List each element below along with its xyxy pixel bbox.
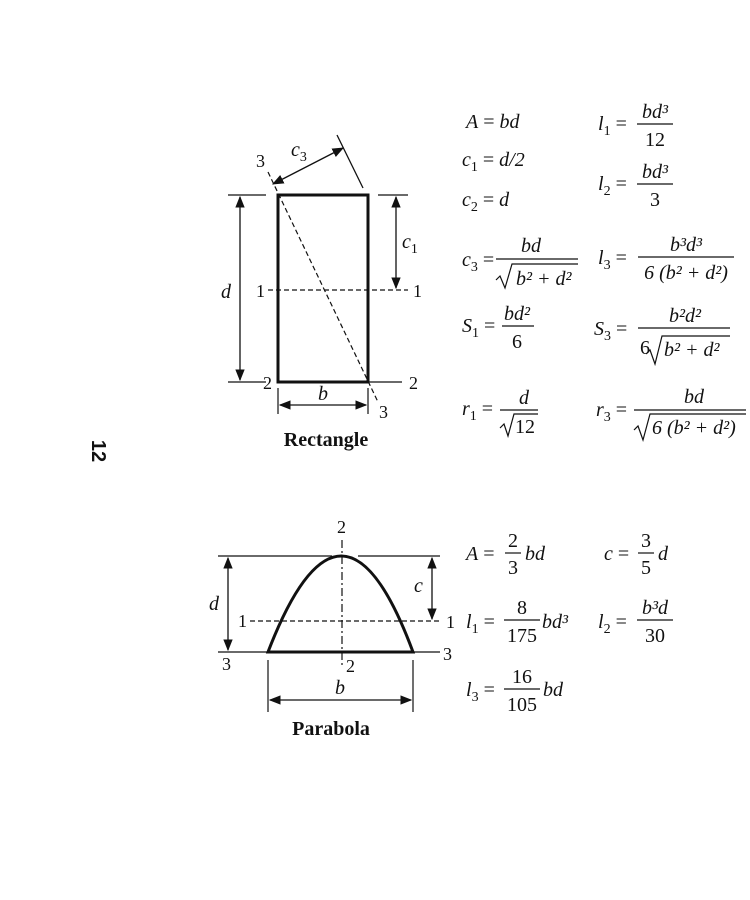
label-d: d (221, 281, 231, 303)
formula-c2: $c_2 = d$ (462, 189, 510, 215)
formula-parabola-c-denominator: 5 (641, 557, 651, 579)
formula-I1-numerator: bd³ (642, 101, 668, 123)
parabola-shape (268, 556, 413, 652)
formula-parabola-I3-tail: bd (543, 679, 563, 701)
formula-parabola-I3-lhs: $l_3$ = (466, 679, 495, 705)
formula-parabola-I1-denominator: 175 (507, 625, 537, 647)
formula-r3-numerator: bd (684, 386, 704, 408)
formula-r3-lhs: $r_3$ = (596, 399, 628, 425)
formula-parabola-I3-denominator: 105 (507, 694, 537, 716)
label-axis3-left: 3 (222, 654, 231, 674)
c3-dimension-arrow (273, 148, 343, 184)
formula-parabola-area-lhs: A = (466, 543, 495, 565)
formula-parabola-c-lhs: c = (604, 543, 630, 565)
formula-S3-denominator: b² + d² (664, 339, 720, 361)
label-axis2-bottom: 2 (346, 656, 355, 676)
label-axis2-top: 2 (337, 517, 346, 537)
formula-parabola-area-denominator: 3 (508, 557, 518, 579)
formula-c3-lhs: $c_3$ = (462, 249, 495, 275)
formula-r1-numerator: d (519, 387, 529, 409)
formula-parabola-I1-lhs: $l_1$ = (466, 611, 495, 637)
formula-parabola-I2-numerator: b³d (642, 597, 668, 619)
formula-parabola-area-numerator: 2 (508, 530, 518, 552)
label-b: b (318, 383, 328, 405)
label-axis2-right: 2 (409, 373, 418, 393)
c3-reference-line (337, 135, 363, 188)
formula-c3-denominator: b² + d² (516, 268, 572, 290)
label-axis2-left: 2 (263, 373, 272, 393)
label-axis1-left: 1 (238, 611, 247, 631)
formula-I2-numerator: bd³ (642, 161, 668, 183)
formula-I1-denominator: 12 (645, 129, 665, 151)
formula-parabola-I1-numerator: 8 (517, 597, 527, 619)
formula-parabola-area-tail: bd (525, 543, 545, 565)
page-number: 12 (87, 439, 109, 463)
parabola-diagram (209, 517, 455, 740)
parabola-formulas (464, 530, 673, 716)
formula-parabola-I2-denominator: 30 (645, 625, 665, 647)
formula-c1: $c_1 = d/2$ (462, 149, 525, 175)
label-axis1-right: 1 (446, 612, 455, 632)
formula-I3-lhs: $l_3$ = (598, 247, 627, 273)
formula-r1-denominator: 12 (515, 416, 535, 438)
formula-I3-denominator: 6 (b² + d²) (644, 262, 728, 284)
formula-S3-numerator: b²d² (669, 305, 701, 327)
formula-parabola-I2-lhs: $l_2$ = (598, 611, 627, 637)
formula-I2-lhs: $l_2$ = (598, 173, 627, 199)
label-axis3-top: 3 (256, 151, 265, 171)
label-b: b (335, 677, 345, 699)
formula-S1-lhs: $S_1$ = (462, 315, 496, 341)
parabola-caption: Parabola (292, 718, 370, 740)
formula-parabola-I3-numerator: 16 (512, 666, 532, 688)
formula-c3-numerator: bd (521, 235, 541, 257)
formula-area: A = bd (466, 111, 520, 133)
label-d: d (209, 593, 219, 615)
label-axis1-left: 1 (256, 281, 265, 301)
formula-S1-denominator: 6 (512, 331, 522, 353)
rectangle-formulas (462, 101, 746, 440)
formula-parabola-c-numerator: 3 (641, 530, 651, 552)
formula-parabola-I1-tail: bd³ (542, 611, 568, 633)
formula-S1-numerator: bd² (504, 303, 530, 325)
label-c3: $c_3$ (291, 139, 307, 165)
formula-S3-denominator-coef: 6 (640, 337, 650, 359)
formula-I2-denominator: 3 (650, 189, 660, 211)
formula-I3-numerator: b³d³ (670, 234, 702, 256)
label-axis1-right: 1 (413, 281, 422, 301)
formula-S3-lhs: $S_3$ = (594, 318, 628, 344)
formula-r1-lhs: $r_1$ = (462, 398, 494, 424)
rectangle-diagram (221, 135, 422, 451)
label-c: c (414, 575, 423, 597)
label-c1: $c_1$ (402, 231, 418, 257)
formula-I1-lhs: $l_1$ = (598, 113, 627, 139)
label-axis3-right: 3 (443, 644, 452, 664)
rectangle-caption: Rectangle (283, 429, 369, 451)
axis-3-line (268, 172, 378, 402)
formula-parabola-c-tail: d (658, 543, 668, 565)
formula-r3-denominator: 6 (b² + d²) (652, 417, 736, 439)
label-axis3-bottom: 3 (379, 402, 388, 422)
